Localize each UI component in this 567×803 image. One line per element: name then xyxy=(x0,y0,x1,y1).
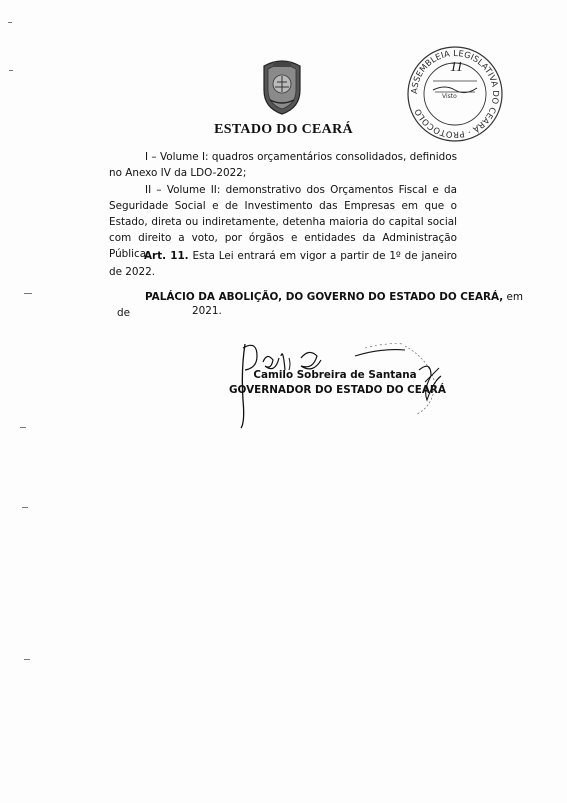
article-label: Art. 11. xyxy=(144,250,189,262)
closing-line xyxy=(145,291,523,303)
page-title: ESTADO DO CEARÁ xyxy=(214,122,353,137)
stamp-folio-number: 11 xyxy=(450,60,463,75)
coat-of-arms-emblem xyxy=(258,56,306,116)
signer-name: Camilo Sobreira de Santana xyxy=(253,369,417,381)
paragraph-volume-ii: II – Volume II: demonstrativo dos Orçamentos Fiscal e da Seguridade Social e de Investimento das Empresas em que o Estado, direta ou indiretamente, detenha maioria do capital social com direito a voto, por órgãos e entidades da Administração Pública. xyxy=(109,184,457,260)
paragraph-volume-i: I – Volume I: quadros orçamentários consolidados, definidos no Anexo IV da LDO-2022; xyxy=(109,151,457,179)
palace-name: PALÁCIO DA ABOLIÇÃO, DO GOVERNO DO ESTADO DO CEARÁ, xyxy=(145,291,504,303)
scan-margin-mark xyxy=(20,427,26,428)
stamp-visto-label: Visto xyxy=(442,93,457,100)
date-de-label: de xyxy=(117,307,130,319)
scan-margin-mark xyxy=(22,507,28,508)
palace-suffix: em xyxy=(503,291,524,303)
stamp-ring-text: ASSEMBLEIA LEGISLATIVA DO CEARÁ · PROTOCOLO xyxy=(408,47,502,141)
paragraph-article-11 xyxy=(109,248,457,280)
article-text: Esta Lei entrará em vigor a partir de 1º de janeiro de 2022. xyxy=(109,250,457,278)
signer-role: GOVERNADOR DO ESTADO DO CEARÁ xyxy=(229,384,446,396)
scan-margin-mark xyxy=(9,70,13,71)
scan-margin-mark xyxy=(8,22,12,23)
date-year: 2021. xyxy=(192,305,222,317)
scan-margin-mark xyxy=(24,659,30,660)
scan-margin-mark xyxy=(24,293,32,294)
